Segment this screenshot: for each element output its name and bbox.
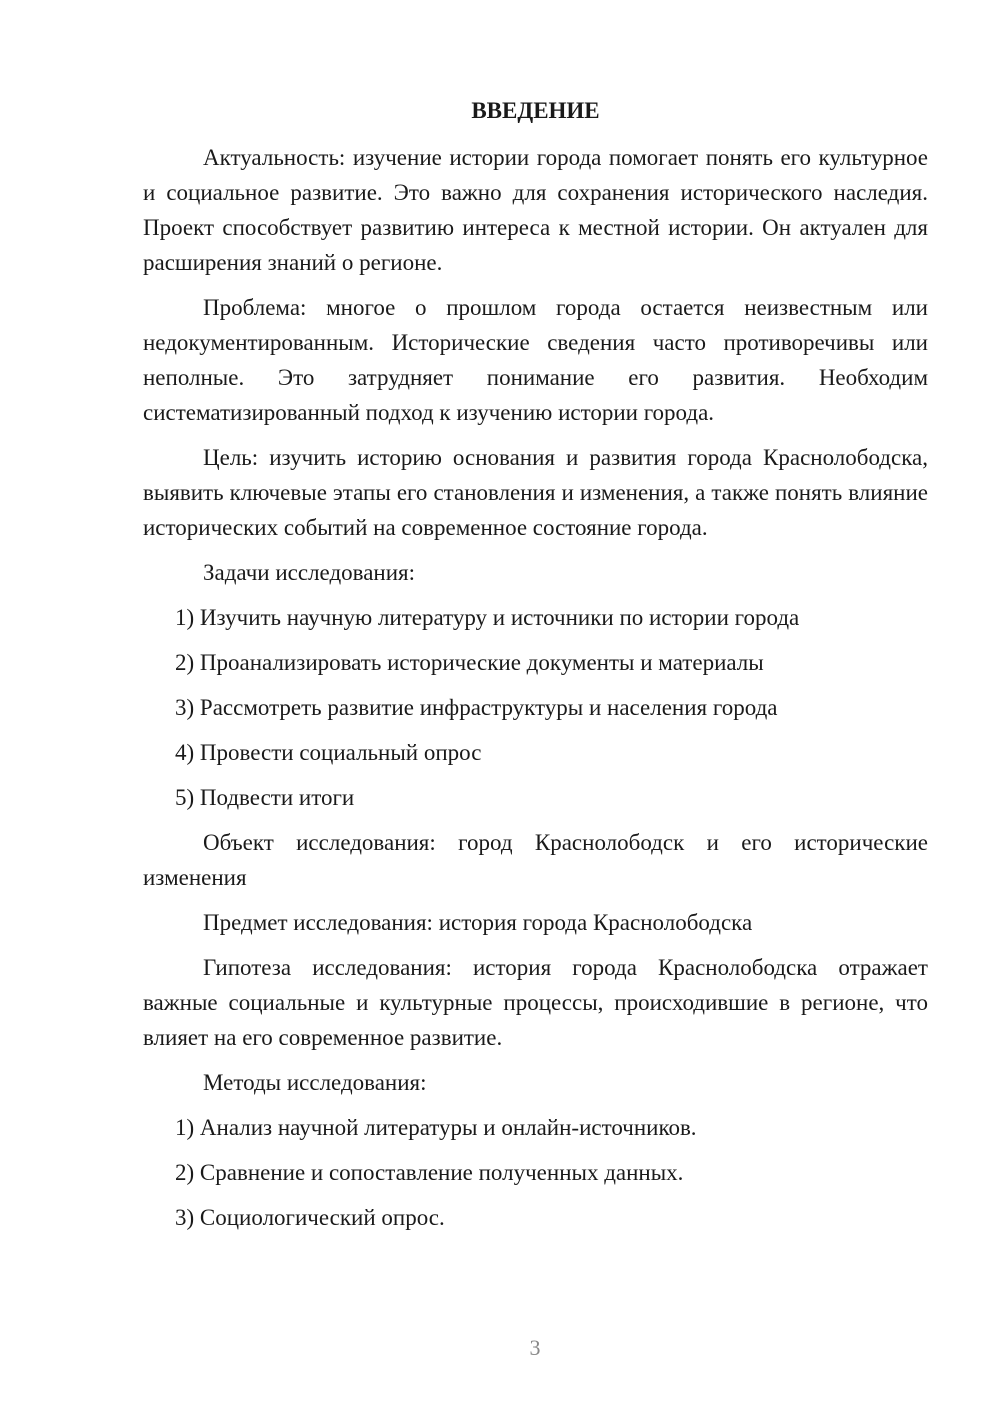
section-title: ВВЕДЕНИЕ — [471, 98, 600, 123]
list-item: 3) Социологический опрос. — [175, 1205, 445, 1230]
page-content — [143, 96, 928, 1245]
problem-paragraph: Проблема: многое о прошлом города остается неизвестным или недокументированным. Исторические сведения часто противоречивы или неполные. Это затрудняет понимание его развития. Необходим систематизированный подход к изучению истории города. — [143, 295, 928, 425]
methods-list — [143, 1110, 928, 1235]
list-item: 2) Проанализировать исторические документы и материалы — [175, 650, 764, 675]
list-item: 1) Изучить научную литературу и источники по истории города — [175, 605, 800, 630]
page-number: 3 — [529, 1335, 541, 1360]
relevance-paragraph: Актуальность: изучение истории города помогает понять его культурное и социальное развитие. Это важно для сохранения исторического наследия. Проект способствует развитию интереса к местной истории. Он актуален для расширения знаний о регионе. — [143, 145, 928, 275]
object-paragraph: Объект исследования: город Краснолободск и его исторические изменения — [143, 830, 928, 890]
list-item: 3) Рассмотреть развитие инфраструктуры и населения города — [175, 695, 778, 720]
list-item: 1) Анализ научной литературы и онлайн-источников. — [175, 1115, 697, 1140]
list-item: 2) Сравнение и сопоставление полученных данных. — [175, 1160, 684, 1185]
list-item: 4) Провести социальный опрос — [175, 740, 482, 765]
tasks-heading: Задачи исследования: — [203, 560, 416, 585]
subject-paragraph: Предмет исследования: история города Краснолободска — [203, 910, 753, 935]
list-item: 5) Подвести итоги — [175, 785, 355, 810]
hypothesis-paragraph: Гипотеза исследования: история города Краснолободска отражает важные социальные и культурные процессы, происходившие в регионе, что влияет на его современное развитие. — [143, 955, 928, 1050]
methods-heading: Методы исследования: — [203, 1070, 427, 1095]
tasks-list — [143, 600, 928, 815]
goal-paragraph: Цель: изучить историю основания и развития города Краснолободска, выявить ключевые этапы его становления и изменения, а также понять влияние исторических событий на современное состояние города. — [143, 445, 928, 540]
